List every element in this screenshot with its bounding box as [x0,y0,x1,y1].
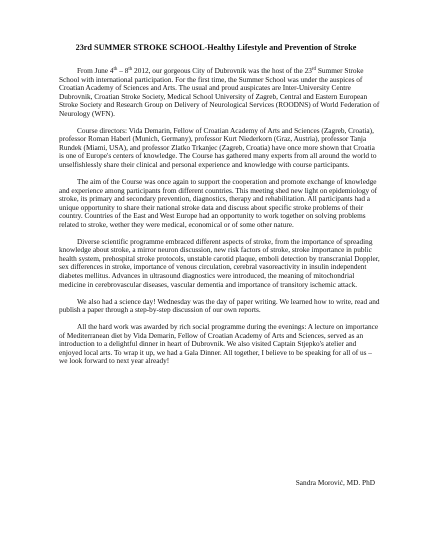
paragraph-social-programme: All the hard work was awarded by rich social programme during the evenings: A lecture on importance of Mediterranean diet by Vida Demarin, Fellow of Croatian Academy of Arts and Sciences, served as an introduction to a delightful dinner in heart of Dubrovnik. We also visited Captain Stjepko's atelier and enjoyed local arts. To wrap it up, we had a Gala Dinner. All together, I believe to be speaking for all of us – we look forward to next year already! [59,322,379,366]
intro-text-part-2: – 8 [117,66,129,75]
paragraph-intro [59,67,381,118]
intro-text-part-3: 2012, our gorgeous City of Dubrovnik was the host of the 23 [132,66,312,75]
superscript-th-1: th [113,67,118,72]
intro-text-part-1: From June 4 [77,66,114,75]
document-title: 23rd SUMMER STROKE SCHOOL-Healthy Lifestyle and Prevention of Stroke [75,43,357,52]
document-body [59,67,381,374]
intro-text-part-4: Summer Stroke School with international participation. For the first time, the Summer School was under the auspices of Croatian Academy of Sciences and Arts. The usual and proud auspicates are Inter-University Centre Dubrovnik, Croatian Stroke Society, Medical School University of Zagreb, Central and Eastern European Stroke Society and Research Group on Delivery of Neurological Services (ROODNS) of World Federation of Neurology (WFN). [59,66,380,118]
author-signature: Sandra Morović, MD. PhD [295,478,375,487]
superscript-rd: rd [311,67,317,72]
paragraph-course-directors: Course directors: Vida Demarin, Fellow of Croatian Academy of Arts and Sciences (Zagreb, Croatia), professor Roman Haberl (Munich, Germany), professor Kurt Niederkorn (Graz, Austria), professor Tanja Rundek (Miami, USA), and professor Zlatko Trkanjec (Zagreb, Croatia) have once more shown that Croatia is one of Europe's centers of knowledge. The Course has gathered many experts from all around the world to unselfishlessly share their clinical and personal experience and knowledge with course participants. [59,125,377,169]
paragraph-science-day: We also had a science day! Wednesday was the day of paper writing. We learned how to write, read and publish a paper through a step-by-step discussion of our own reports. [59,296,380,315]
paragraph-course-aim: The aim of the Course was once again to support the cooperation and promote exchange of knowledge and experience among participants from different countries. This meeting shed new light on epidemiology of stroke, its primary and secondary prevention, diagnostics, therapy and rehabilitation. All participants had a unique opportunity to share their national stroke data and discuss about specific stroke problems of their country. Countries of the East and West Europe had an opportunity to work together on solving problems related to stroke, wether they were medical, economical or of some other nature. [59,177,378,229]
superscript-th-2: th [128,67,133,72]
paragraph-scientific-programme: Diverse scientific programme embraced different aspects of stroke, from the importance of spreading knowledge about stroke, a mirror neuron discussion, new risk factors of stroke, stroke importance in public health system, prehospital stroke protocols, unstable carotid plaque, emboli detection by transcranial Doppler, sex differences in stroke, importance of venous circulation, cerebral vasoreactivity in insulin independent diabetes mellitus. Advances in ultrasound diagnostics were introduced, the meaning of mitochondrial medicine in cerebrovascular diseases, vascular dementia and importance of transitory ischemic attack. [59,236,380,289]
